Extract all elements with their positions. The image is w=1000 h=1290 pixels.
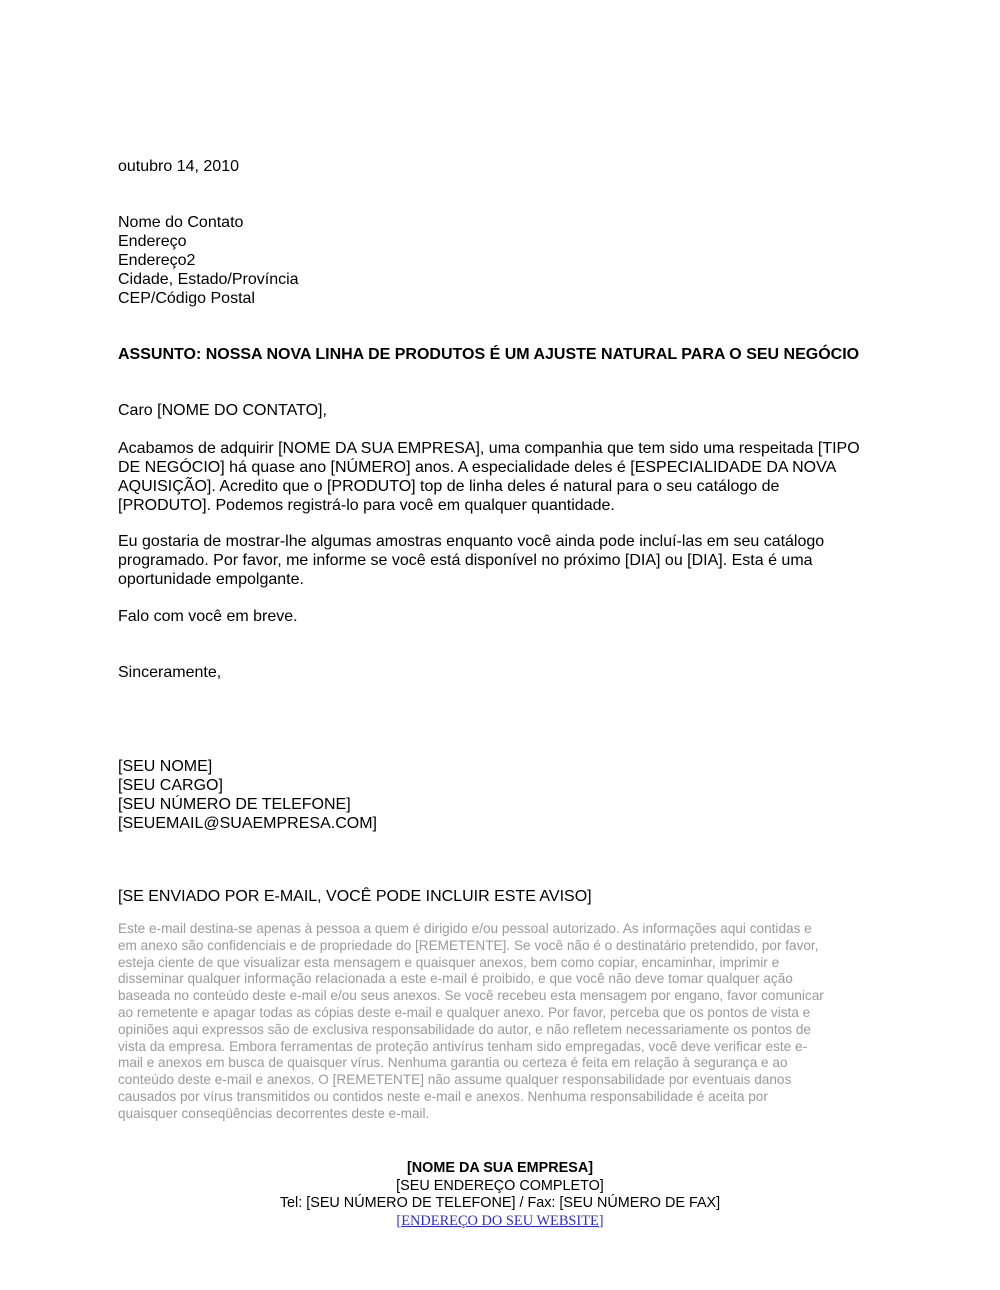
- date-text: outubro 14, 2010: [118, 158, 239, 175]
- paragraph-line: Acabamos de adquirir [NOME DA SUA EMPRESA], uma companhia que tem sido uma respeitada [TIPO: [118, 440, 860, 457]
- letter-date: [118, 157, 888, 176]
- disclaimer-line: vista da empresa. Embora ferramentas de proteção antivírus tenham sido empregadas, você deve verificar este e-: [118, 1038, 808, 1054]
- address-line: Endereço2: [118, 252, 196, 269]
- disclaimer-line: causados por vírus transmitidos ou contidos neste e-mail e anexos. Nenhuma responsabilidade é aceita por: [118, 1088, 768, 1104]
- address-line: Nome do Contato: [118, 214, 244, 231]
- disclaimer-line: ao remetente e apagar todas as cópias deste e-mail e qualquer anexo. Por favor, perceba que os pontos de vista e: [118, 1004, 811, 1020]
- sign-off: [118, 663, 888, 682]
- paragraph-line: DE NEGÓCIO] há quase ano [NÚMERO] anos. A especialidade deles é [ESPECIALIDADE DA NOVA: [118, 459, 837, 476]
- address-line: Cidade, Estado/Província: [118, 271, 299, 288]
- disclaimer-line: opiniões aqui expressos são de exclusiva responsabilidade do autor, e não refletem necessariamente os pontos de: [118, 1021, 811, 1037]
- notice-title-text: [SE ENVIADO POR E-MAIL, VOCÊ PODE INCLUIR ESTE AVISO]: [118, 888, 592, 905]
- disclaimer-line: quaisquer conseqüências decorrentes deste e-mail.: [118, 1105, 430, 1121]
- footer-contact: Tel: [SEU NÚMERO DE TELEFONE] / Fax: [SEU NÚMERO DE FAX]: [279, 1195, 721, 1211]
- closing-text: Falo com você em breve.: [118, 608, 298, 625]
- closing-sentence: [118, 607, 888, 626]
- email-disclaimer: [118, 921, 888, 1123]
- body-paragraph-2: [118, 532, 888, 589]
- disclaimer-line: em anexo são confidenciais e de propriedade do [REMETENTE]. Se você não é o destinatário pretendido, por favor,: [118, 937, 819, 953]
- disclaimer-line: Este e-mail destina-se apenas à pessoa a quem é dirigido e/ou pessoal autorizado. As informações aqui contidas e: [118, 921, 812, 936]
- disclaimer-line: conteúdo deste e-mail e anexos. O [REMETENTE] não assume qualquer responsabilidade por eventuais danos: [118, 1072, 792, 1088]
- signature-block: [118, 757, 888, 833]
- paragraph-line: [PRODUTO]. Podemos registrá-lo para você em qualquer quantidade.: [118, 497, 615, 514]
- paragraph-line: Eu gostaria de mostrar-lhe algumas amostras enquanto você ainda pode incluí-las em seu catálogo: [118, 533, 825, 550]
- paragraph-line: AQUISIÇÃO]. Acredito que o [PRODUTO] top de linha deles é natural para o seu catálogo de: [118, 478, 780, 495]
- footer-website-link[interactable]: [ENDEREÇO DO SEU WEBSITE]: [396, 1212, 604, 1229]
- signature-phone: [SEU NÚMERO DE TELEFONE]: [118, 796, 351, 813]
- greeting-text: Caro [NOME DO CONTATO],: [118, 402, 327, 419]
- footer-address: [SEU ENDEREÇO COMPLETO]: [396, 1177, 604, 1194]
- greeting: [118, 401, 888, 420]
- subject-line: [118, 345, 888, 364]
- signature-name: [SEU NOME]: [118, 758, 213, 775]
- company-footer: [0, 1160, 1000, 1230]
- disclaimer-line: esteja ciente de que visualizar esta mensagem e quaisquer anexos, bem como copiar, encaminhar, imprimir e: [118, 954, 780, 970]
- paragraph-line: programado. Por favor, me informe se você está disponível no próximo [DIA] ou [DIA]. Esta é uma: [118, 552, 813, 569]
- disclaimer-line: disseminar qualquer informação relacionada a este e-mail é proibido, e que você não deve tomar qualquer ação: [118, 971, 793, 987]
- body-paragraph-1: [118, 439, 888, 515]
- sign-off-text: Sinceramente,: [118, 664, 222, 681]
- address-line: Endereço: [118, 233, 187, 250]
- footer-company-name: [NOME DA SUA EMPRESA]: [406, 1160, 594, 1176]
- disclaimer-line: baseada no conteúdo deste e-mail e/ou seus anexos. Se você recebeu esta mensagem por engano, favor comunicar: [118, 988, 824, 1004]
- email-notice-title: [118, 887, 888, 906]
- paragraph-line: oportunidade empolgante.: [118, 571, 304, 588]
- address-line: CEP/Código Postal: [118, 290, 255, 307]
- signature-email: [SEUEMAIL@SUAEMPRESA.COM]: [118, 815, 377, 832]
- subject-text: ASSUNTO: NOSSA NOVA LINHA DE PRODUTOS É UM AJUSTE NATURAL PARA O SEU NEGÓCIO: [118, 346, 860, 363]
- recipient-address: [118, 213, 888, 308]
- disclaimer-line: mail e anexos em busca de quaisquer vírus. Nenhuma garantia ou certeza é feita em relação à segurança e ao: [118, 1055, 788, 1071]
- signature-title: [SEU CARGO]: [118, 777, 223, 794]
